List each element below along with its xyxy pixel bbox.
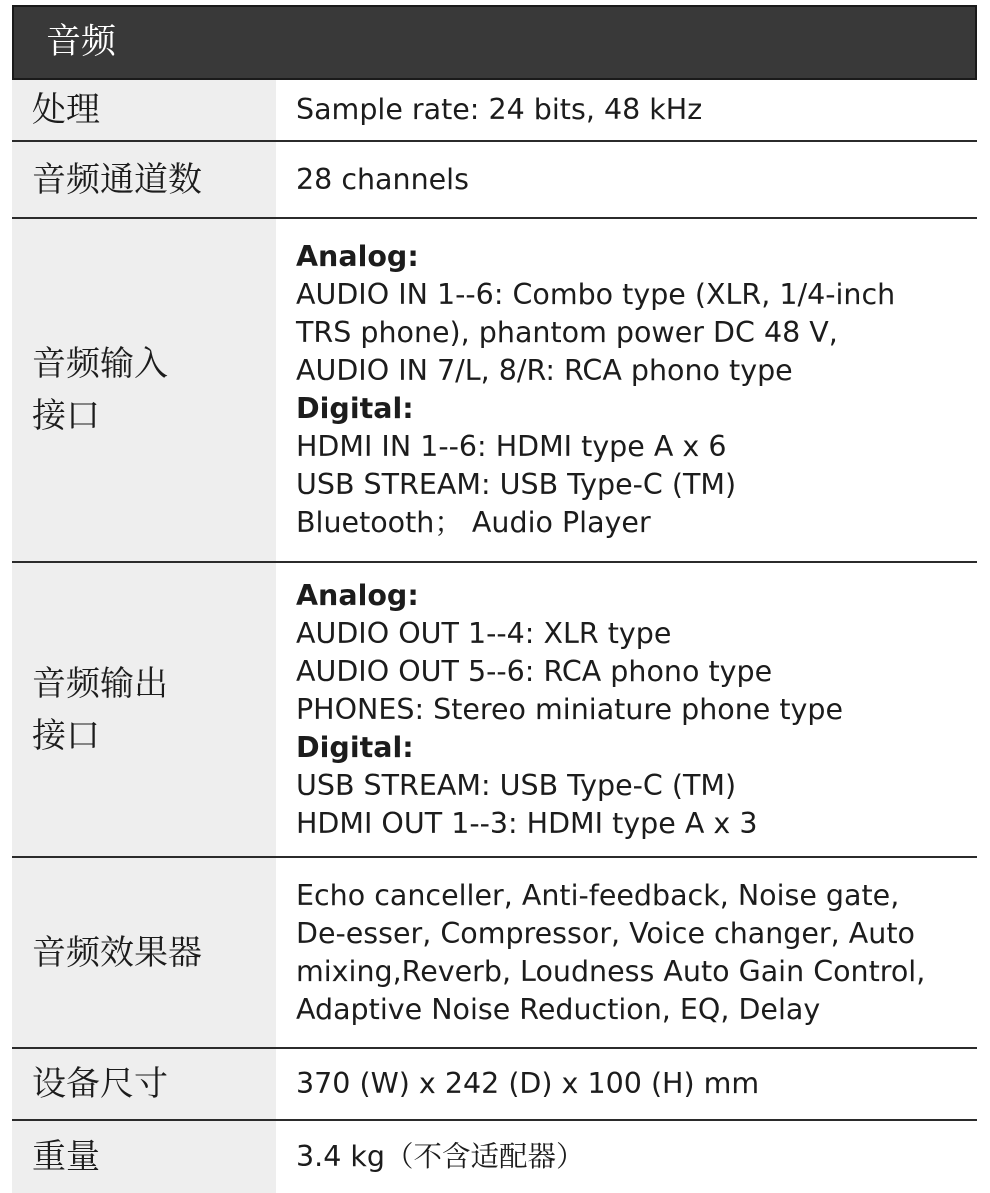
value-line: 28 channels (296, 162, 469, 196)
label-line: 接口 (32, 715, 100, 756)
value-line: PHONES: Stereo miniature phone type (296, 692, 844, 726)
row-label (12, 858, 276, 1047)
value-line: Sample rate: 24 bits, 48 kHz (296, 93, 703, 126)
spec-table (12, 5, 977, 1193)
row-value (276, 80, 977, 140)
value-line: AUDIO OUT 5--6: RCA phono type (296, 654, 773, 688)
spec-row-processing (12, 80, 977, 142)
value-subheading: Analog: (296, 578, 419, 612)
row-label (12, 80, 276, 140)
label-line: 接口 (32, 396, 100, 436)
row-value (276, 1121, 977, 1193)
row-label (12, 1049, 276, 1119)
label-line: 重量 (32, 1137, 100, 1177)
row-value (276, 563, 977, 856)
spec-row-weight (12, 1121, 977, 1193)
value-subheading: Digital: (296, 392, 414, 425)
value-line: Bluetooth； Audio Player (296, 506, 651, 539)
row-label (12, 563, 276, 856)
row-value (276, 219, 977, 561)
value-line: AUDIO OUT 1--4: XLR type (296, 616, 672, 650)
row-value (276, 858, 977, 1047)
label-line: 音频输入 (32, 344, 168, 384)
label-line: 处理 (32, 90, 100, 130)
label-line: 音频通道数 (32, 159, 202, 200)
value-line: HDMI IN 1--6: HDMI type A x 6 (296, 430, 727, 463)
spec-row-audio-outputs (12, 563, 977, 858)
row-value (276, 1049, 977, 1119)
value-line: AUDIO IN 7/L, 8/R: RCA phono type (296, 354, 793, 387)
value-line: USB STREAM: USB Type-C (TM) (296, 468, 737, 501)
label-line: 设备尺寸 (32, 1064, 168, 1104)
value-line: 370 (W) x 242 (D) x 100 (H) mm (296, 1067, 760, 1100)
row-label (12, 219, 276, 561)
spec-row-dimensions (12, 1049, 977, 1121)
value-subheading: Analog: (296, 240, 419, 273)
value-line: De-esser, Compressor, Voice changer, Auto (296, 916, 915, 950)
value-line: HDMI OUT 1--3: HDMI type A x 3 (296, 806, 758, 840)
value-line: TRS phone), phantom power DC 48 V, (296, 316, 838, 349)
spec-row-audio-inputs (12, 219, 977, 563)
value-subheading: Digital: (296, 730, 414, 764)
row-label (12, 1121, 276, 1193)
spec-row-channels (12, 142, 977, 219)
value-line: mixing,Reverb, Loudness Auto Gain Control, (296, 954, 926, 988)
value-line: AUDIO IN 1--6: Combo type (XLR, 1/4-inch (296, 278, 896, 311)
row-label (12, 142, 276, 217)
value-line: USB STREAM: USB Type-C (TM) (296, 768, 737, 802)
section-header (12, 5, 977, 80)
value-line: Adaptive Noise Reduction, EQ, Delay (296, 992, 821, 1026)
row-value (276, 142, 977, 217)
label-line: 音频效果器 (32, 932, 202, 973)
value-line: Echo canceller, Anti-feedback, Noise gate, (296, 878, 900, 912)
section-title: 音频 (46, 22, 117, 62)
label-line: 音频输出 (32, 663, 168, 704)
value-line: 3.4 kg（不含适配器） (296, 1140, 585, 1173)
spec-row-audio-effects (12, 858, 977, 1049)
